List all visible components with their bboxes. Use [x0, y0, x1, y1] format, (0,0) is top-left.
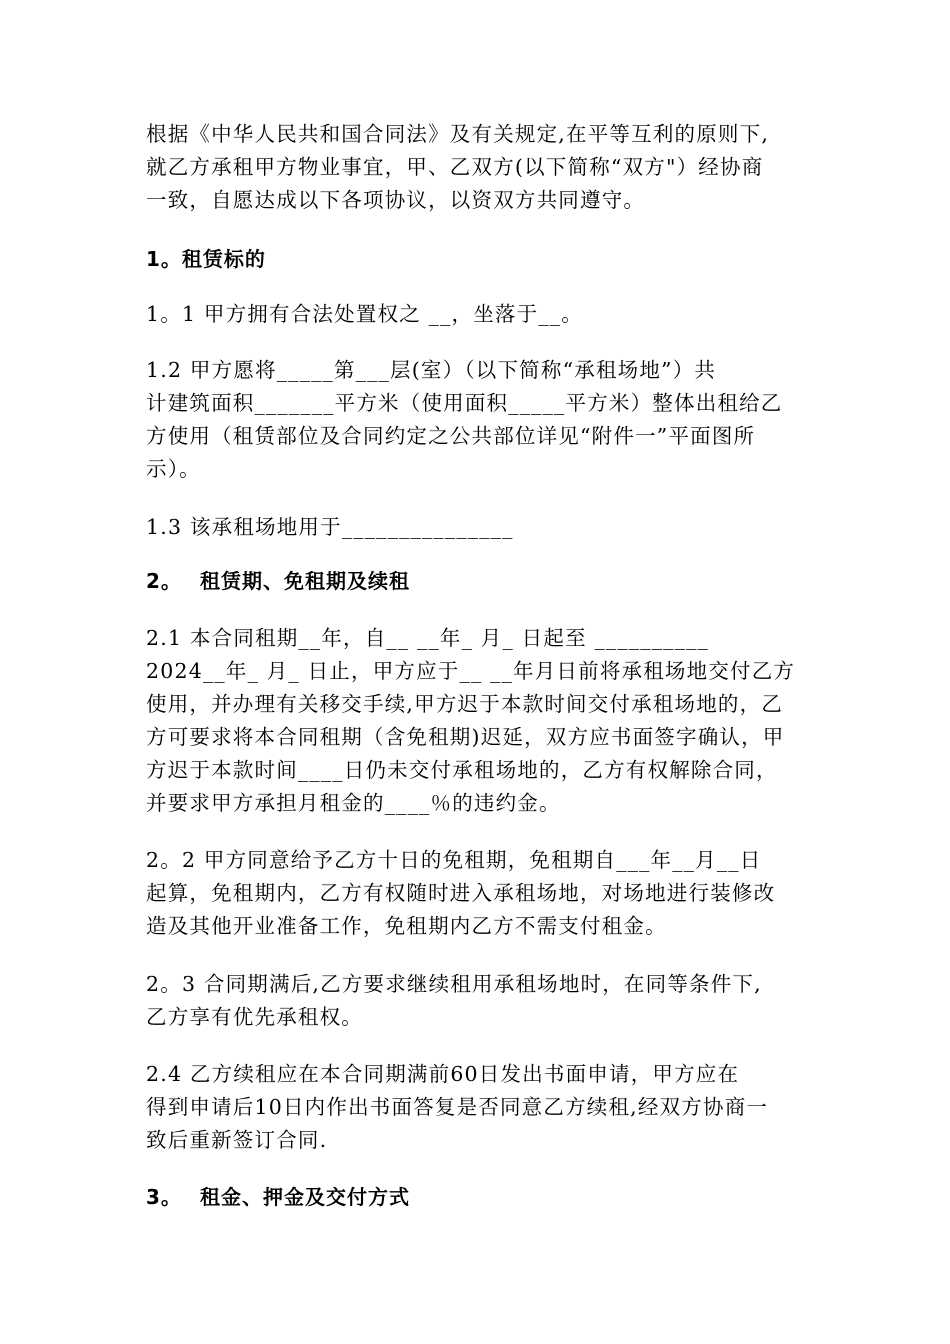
clause-line: 起算，免租期内，乙方有权随时进入承租场地，对场地进行装修改 [146, 881, 776, 905]
intro-line: 根据《中华人民共和国合同法》及有关规定,在平等互利的原则下, [146, 122, 770, 146]
clause-line: 并要求甲方承担月租金的____％的违约金。 [146, 791, 561, 815]
clause-line: 使用，并办理有关移交手续,甲方迟于本款时间交付承租场地的，乙 [146, 692, 784, 716]
clause-line: 计建筑面积_______平方米（使用面积_____平方米）整体出租给乙 [146, 391, 783, 415]
intro-paragraph [146, 118, 812, 217]
section-2-heading [146, 566, 410, 596]
clause-2-3 [146, 968, 812, 1034]
clause-line: 方迟于本款时间____日仍未交付承租场地的，乙方有权解除合同， [146, 758, 778, 782]
clause-line: 致后重新签订合同. [146, 1128, 328, 1152]
clause-2-2 [146, 844, 812, 943]
section-number: 2。 [146, 569, 182, 593]
clause-line: 2.4 乙方续租应在本合同期满前60日发出书面申请，甲方应在 [146, 1062, 740, 1086]
clause-line: 1.3 该承租场地用于_______________ [146, 515, 514, 539]
clause-1-3 [146, 511, 812, 544]
clause-line: 方可要求将本合同租期（含免租期)迟延，双方应书面签字确认，甲 [146, 725, 785, 749]
section-title: 租赁期、免租期及续租 [200, 569, 410, 593]
clause-line: 示）。 [146, 457, 201, 481]
section-title: 租金、押金及交付方式 [200, 1185, 410, 1209]
clause-1-1 [146, 298, 812, 331]
clause-2-4 [146, 1058, 812, 1157]
clause-line: 方使用（租赁部位及合同约定之公共部位详见“附件一”平面图所 [146, 424, 756, 448]
clause-2-1 [146, 622, 812, 820]
clause-line: 2。3 合同期满后,乙方要求继续租用承租场地时，在同等条件下, [146, 972, 762, 996]
clause-line: 1。1 甲方拥有合法处置权之 __，坐落于__。 [146, 302, 583, 326]
clause-line: 2024__年_ 月_ 日止，甲方应于__ __年月日前将承租场地交付乙方 [146, 659, 796, 683]
clause-line: 得到申请后10日内作出书面答复是否同意乙方续租,经双方协商一 [146, 1095, 769, 1119]
clause-line: 2。2 甲方同意给予乙方十日的免租期，免租期自___年__月__日 [146, 848, 762, 872]
clause-line: 2.1 本合同租期__年，自__ __年_ 月_ 日起至 __________ [146, 626, 709, 650]
section-number: 3。 [146, 1185, 182, 1209]
clause-line: 造及其他开业准备工作，免租期内乙方不需支付租金。 [146, 914, 667, 938]
intro-line: 一致，自愿达成以下各项协议，以资双方共同遵守。 [146, 188, 646, 212]
intro-line: 就乙方承租甲方物业事宜，甲、乙双方(以下简称“双方"）经协商 [146, 155, 764, 179]
section-3-heading [146, 1182, 410, 1212]
clause-1-2 [146, 354, 812, 486]
section-1-heading: 1。租赁标的 [146, 247, 266, 271]
clause-line: 乙方享有优先承租权。 [146, 1005, 363, 1029]
clause-line: 1.2 甲方愿将_____第___层(室）（以下简称“承租场地”）共 [146, 358, 717, 382]
